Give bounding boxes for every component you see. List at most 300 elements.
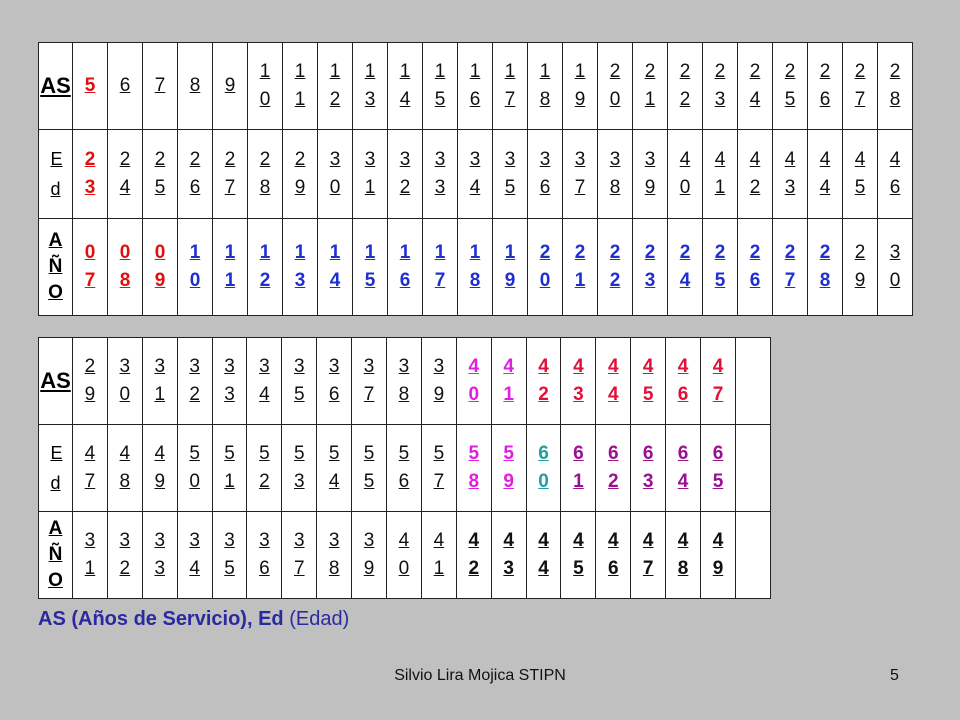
ed-digit: 6 xyxy=(573,443,584,464)
as-header: AS xyxy=(39,338,73,425)
ed-cell xyxy=(843,130,878,219)
ed-digit: 3 xyxy=(434,149,446,170)
as-digit: 2 xyxy=(749,61,761,82)
ed-digit: 3 xyxy=(784,177,796,198)
anio-cell xyxy=(563,219,598,316)
ed-cell xyxy=(561,425,596,512)
as-digit: 3 xyxy=(224,356,235,377)
as-cell xyxy=(212,338,247,425)
as-digit: 1 xyxy=(469,61,481,82)
ed-digit: 9 xyxy=(294,177,306,198)
footer-author: Silvio Lira Mojica STIPN xyxy=(394,667,566,684)
anio-digit: 1 xyxy=(84,558,96,579)
anio-cell xyxy=(108,219,143,316)
ed-digit: 4 xyxy=(714,149,726,170)
as-digit: 4 xyxy=(608,356,619,377)
ed-digit: 2 xyxy=(154,149,166,170)
ed-digit: 3 xyxy=(294,471,305,492)
ed-digit: 6 xyxy=(677,443,689,464)
ed-cell xyxy=(283,130,318,219)
as-digit: 3 xyxy=(224,384,235,405)
ed-digit: 8 xyxy=(259,177,271,198)
legend-ed-abbr: Ed xyxy=(258,608,284,630)
anio-digit: 0 xyxy=(84,242,96,263)
as-digit: 2 xyxy=(819,61,831,82)
ed-digit: 5 xyxy=(712,471,724,492)
anio-header xyxy=(39,219,73,316)
as-cell xyxy=(528,43,563,130)
ed-cell xyxy=(458,130,493,219)
anio-digit: 0 xyxy=(889,270,901,291)
as-digit: 3 xyxy=(398,356,410,377)
ed-digit: 3 xyxy=(434,177,446,198)
ed-cell xyxy=(563,130,598,219)
anio-cell xyxy=(633,219,668,316)
as-digit: 2 xyxy=(329,89,341,110)
legend-ed-text: (Edad) xyxy=(289,608,350,630)
as-cell xyxy=(596,338,631,425)
as-digit: 1 xyxy=(259,61,271,82)
anio-cell xyxy=(143,219,178,316)
ed-cell xyxy=(808,130,843,219)
anio-digit: 3 xyxy=(644,270,656,291)
anio-row xyxy=(39,219,913,316)
as-digit: 2 xyxy=(714,61,726,82)
ed-cell xyxy=(143,130,178,219)
ed-cell xyxy=(73,130,108,219)
as-digit: 1 xyxy=(364,61,376,82)
as-digit: 4 xyxy=(503,356,514,377)
anio-cell xyxy=(247,512,282,599)
anio-digit: 0 xyxy=(539,270,551,291)
ed-cell xyxy=(387,425,422,512)
anio-cell xyxy=(353,219,388,316)
anio-digit: 3 xyxy=(84,530,96,551)
years-table-2 xyxy=(38,337,771,599)
ed-digit: 2 xyxy=(84,149,96,170)
as-digit: 8 xyxy=(539,89,551,110)
anio-cell xyxy=(107,512,142,599)
anio-digit: 5 xyxy=(364,270,376,291)
as-digit: 9 xyxy=(84,384,96,405)
anio-digit: 1 xyxy=(504,242,516,263)
anio-cell xyxy=(212,512,247,599)
ed-digit: 6 xyxy=(608,443,619,464)
anio-digit: 9 xyxy=(504,270,516,291)
as-digit: 9 xyxy=(224,75,236,96)
as-digit: 4 xyxy=(399,89,411,110)
as-digit: 5 xyxy=(642,384,654,405)
ed-digit: 5 xyxy=(433,443,445,464)
anio-digit: 4 xyxy=(538,558,549,579)
anio-cell xyxy=(668,219,703,316)
ed-cell xyxy=(773,130,808,219)
as-digit: 2 xyxy=(84,356,96,377)
as-digit: 4 xyxy=(608,384,619,405)
ed-digit: 2 xyxy=(749,177,761,198)
ed-digit: 8 xyxy=(468,471,480,492)
anio-cell xyxy=(458,219,493,316)
ed-cell xyxy=(142,425,177,512)
anio-digit: 0 xyxy=(154,242,166,263)
anio-header-label: AÑO xyxy=(48,230,63,303)
ed-digit: 5 xyxy=(154,177,166,198)
anio-digit: 1 xyxy=(189,242,201,263)
ed-digit: 5 xyxy=(259,443,270,464)
anio-cell xyxy=(491,512,526,599)
anio-digit: 6 xyxy=(259,558,270,579)
ed-cell xyxy=(108,130,143,219)
ed-cell xyxy=(73,425,108,512)
ed-digit: 0 xyxy=(538,471,549,492)
ed-digit: 6 xyxy=(538,443,549,464)
anio-digit: 9 xyxy=(154,270,166,291)
anio-digit: 2 xyxy=(468,558,480,579)
anio-digit: 7 xyxy=(84,270,96,291)
anio-digit: 1 xyxy=(434,242,446,263)
ed-digit: 6 xyxy=(712,443,724,464)
as-cell xyxy=(213,43,248,130)
ed-cell xyxy=(248,130,283,219)
as-digit: 7 xyxy=(363,384,375,405)
ed-cell xyxy=(318,130,353,219)
anio-digit: 2 xyxy=(259,270,271,291)
anio-cell xyxy=(526,512,561,599)
anio-digit: 2 xyxy=(819,242,831,263)
as-cell xyxy=(878,43,913,130)
as-digit: 0 xyxy=(468,384,480,405)
anio-digit: 2 xyxy=(539,242,551,263)
anio-digit: 8 xyxy=(677,558,689,579)
anio-digit: 1 xyxy=(259,242,271,263)
anio-cell xyxy=(773,219,808,316)
as-cell xyxy=(491,338,526,425)
as-digit: 1 xyxy=(329,61,341,82)
as-cell xyxy=(493,43,528,130)
ed-cell xyxy=(213,130,248,219)
anio-cell xyxy=(703,219,738,316)
ed-cell xyxy=(668,130,703,219)
as-digit: 3 xyxy=(294,356,305,377)
ed-header-label: Ed xyxy=(50,443,63,493)
anio-digit: 4 xyxy=(642,530,654,551)
as-digit: 0 xyxy=(119,384,131,405)
ed-digit: 0 xyxy=(189,471,200,492)
as-digit: 2 xyxy=(189,384,200,405)
ed-digit: 5 xyxy=(503,443,514,464)
as-digit: 9 xyxy=(574,89,586,110)
anio-cell xyxy=(317,512,352,599)
ed-digit: 9 xyxy=(644,177,656,198)
as-cell xyxy=(143,43,178,130)
anio-digit: 6 xyxy=(608,558,619,579)
ed-cell xyxy=(493,130,528,219)
anio-cell xyxy=(318,219,353,316)
as-digit: 2 xyxy=(854,61,866,82)
anio-digit: 4 xyxy=(679,270,691,291)
ed-digit: 3 xyxy=(504,149,516,170)
anio-cell xyxy=(248,219,283,316)
ed-digit: 1 xyxy=(573,471,584,492)
ed-digit: 4 xyxy=(677,471,689,492)
ed-digit: 3 xyxy=(539,149,551,170)
as-cell xyxy=(142,338,177,425)
as-cell xyxy=(526,338,561,425)
as-digit: 4 xyxy=(538,356,549,377)
as-cell xyxy=(456,338,491,425)
as-digit: 7 xyxy=(504,89,516,110)
as-digit: 4 xyxy=(468,356,480,377)
as-digit: 3 xyxy=(259,356,270,377)
ed-digit: 2 xyxy=(608,471,619,492)
as-digit: 3 xyxy=(119,356,131,377)
ed-digit: 3 xyxy=(469,149,481,170)
ed-cell xyxy=(703,130,738,219)
as-digit: 2 xyxy=(679,61,691,82)
ed-cell xyxy=(247,425,282,512)
ed-digit: 4 xyxy=(328,471,340,492)
as-digit: 0 xyxy=(609,89,621,110)
ed-digit: 5 xyxy=(504,177,516,198)
anio-digit: 8 xyxy=(328,558,340,579)
as-cell xyxy=(563,43,598,130)
as-digit: 7 xyxy=(712,384,724,405)
ed-cell xyxy=(596,425,631,512)
as-digit: 2 xyxy=(679,89,691,110)
ed-cell xyxy=(701,425,736,512)
ed-digit: 2 xyxy=(294,149,306,170)
anio-digit: 1 xyxy=(574,270,586,291)
as-digit: 3 xyxy=(364,89,376,110)
anio-cell xyxy=(596,512,631,599)
as-digit: 2 xyxy=(538,384,549,405)
ed-digit: 5 xyxy=(398,443,410,464)
ed-digit: 6 xyxy=(189,177,201,198)
as-cell xyxy=(703,43,738,130)
anio-cell xyxy=(561,512,596,599)
anio-cell xyxy=(701,512,736,599)
ed-cell xyxy=(317,425,352,512)
as-digit: 5 xyxy=(784,89,796,110)
legend xyxy=(38,608,349,631)
as-row xyxy=(39,338,771,425)
ed-digit: 2 xyxy=(189,149,201,170)
as-digit: 2 xyxy=(784,61,796,82)
as-cell xyxy=(633,43,668,130)
anio-digit: 1 xyxy=(329,242,341,263)
anio-digit: 2 xyxy=(609,242,621,263)
as-cell xyxy=(423,43,458,130)
anio-digit: 4 xyxy=(433,530,445,551)
as-digit: 5 xyxy=(294,384,305,405)
anio-cell xyxy=(598,219,633,316)
anio-cell xyxy=(808,219,843,316)
anio-digit: 4 xyxy=(468,530,480,551)
anio-digit: 0 xyxy=(119,242,131,263)
ed-cell xyxy=(282,425,317,512)
anio-cell xyxy=(388,219,423,316)
anio-digit: 0 xyxy=(189,270,201,291)
anio-cell xyxy=(735,512,770,599)
ed-digit: 3 xyxy=(609,149,621,170)
ed-digit: 5 xyxy=(294,443,305,464)
ed-row xyxy=(39,130,913,219)
anio-digit: 0 xyxy=(398,558,410,579)
as-cell xyxy=(73,43,108,130)
anio-digit: 3 xyxy=(154,530,166,551)
ed-digit: 2 xyxy=(224,149,236,170)
as-digit: 2 xyxy=(889,61,901,82)
ed-digit: 5 xyxy=(363,443,375,464)
anio-digit: 7 xyxy=(294,558,305,579)
as-digit: 1 xyxy=(644,89,656,110)
as-digit: 3 xyxy=(573,384,584,405)
as-digit: 4 xyxy=(712,356,724,377)
ed-digit: 7 xyxy=(574,177,586,198)
ed-header xyxy=(39,130,73,219)
ed-digit: 3 xyxy=(644,149,656,170)
anio-cell xyxy=(843,219,878,316)
anio-cell xyxy=(352,512,387,599)
ed-digit: 9 xyxy=(503,471,514,492)
as-digit: 8 xyxy=(398,384,410,405)
ed-cell xyxy=(456,425,491,512)
legend-as-text: (Años de Servicio), xyxy=(71,608,253,630)
anio-digit: 3 xyxy=(119,530,131,551)
as-cell xyxy=(631,338,666,425)
as-digit: 1 xyxy=(504,61,516,82)
anio-digit: 5 xyxy=(714,270,726,291)
ed-digit: 4 xyxy=(154,443,166,464)
anio-digit: 4 xyxy=(712,530,724,551)
anio-digit: 1 xyxy=(433,558,445,579)
ed-digit: 5 xyxy=(363,471,375,492)
ed-digit: 3 xyxy=(84,177,96,198)
anio-digit: 1 xyxy=(224,270,236,291)
as-row xyxy=(39,43,913,130)
ed-cell xyxy=(423,130,458,219)
anio-header-label: AÑO xyxy=(48,518,63,591)
ed-cell xyxy=(738,130,773,219)
as-digit: 9 xyxy=(433,384,445,405)
anio-digit: 3 xyxy=(294,270,306,291)
ed-digit: 3 xyxy=(574,149,586,170)
anio-digit: 3 xyxy=(363,530,375,551)
as-digit: 4 xyxy=(642,356,654,377)
as-digit: 8 xyxy=(189,75,201,96)
as-cell xyxy=(843,43,878,130)
anio-cell xyxy=(493,219,528,316)
anio-digit: 3 xyxy=(259,530,270,551)
anio-digit: 2 xyxy=(714,242,726,263)
ed-digit: 4 xyxy=(119,177,131,198)
ed-digit: 2 xyxy=(119,149,131,170)
as-cell xyxy=(388,43,423,130)
as-digit: 4 xyxy=(749,89,761,110)
ed-digit: 7 xyxy=(84,471,96,492)
ed-digit: 4 xyxy=(819,149,831,170)
ed-cell xyxy=(526,425,561,512)
ed-digit: 4 xyxy=(784,149,796,170)
anio-digit: 4 xyxy=(538,530,549,551)
as-digit: 3 xyxy=(328,356,340,377)
ed-cell xyxy=(177,425,212,512)
as-digit: 1 xyxy=(539,61,551,82)
anio-digit: 8 xyxy=(469,270,481,291)
anio-digit: 4 xyxy=(189,558,200,579)
as-cell xyxy=(353,43,388,130)
ed-cell xyxy=(491,425,526,512)
ed-digit: 2 xyxy=(259,149,271,170)
anio-digit: 4 xyxy=(608,530,619,551)
anio-cell xyxy=(738,219,773,316)
anio-digit: 3 xyxy=(224,530,235,551)
ed-cell xyxy=(212,425,247,512)
anio-cell xyxy=(282,512,317,599)
ed-cell xyxy=(528,130,563,219)
ed-header-label: Ed xyxy=(50,149,63,199)
as-digit: 8 xyxy=(889,89,901,110)
anio-digit: 2 xyxy=(784,242,796,263)
ed-cell xyxy=(178,130,213,219)
as-digit: 1 xyxy=(503,384,514,405)
as-cell xyxy=(735,338,770,425)
anio-cell xyxy=(142,512,177,599)
as-cell xyxy=(387,338,422,425)
anio-digit: 1 xyxy=(399,242,411,263)
as-digit: 3 xyxy=(189,356,200,377)
anio-digit: 2 xyxy=(574,242,586,263)
anio-digit: 2 xyxy=(609,270,621,291)
ed-digit: 5 xyxy=(328,443,340,464)
anio-digit: 1 xyxy=(294,242,306,263)
as-cell xyxy=(248,43,283,130)
anio-digit: 1 xyxy=(224,242,236,263)
ed-cell xyxy=(878,130,913,219)
anio-digit: 1 xyxy=(469,242,481,263)
as-cell xyxy=(247,338,282,425)
as-digit: 6 xyxy=(328,384,340,405)
anio-digit: 3 xyxy=(189,530,200,551)
anio-digit: 4 xyxy=(503,530,514,551)
as-digit: 4 xyxy=(573,356,584,377)
anio-digit: 3 xyxy=(294,530,305,551)
anio-cell xyxy=(456,512,491,599)
anio-digit: 3 xyxy=(503,558,514,579)
ed-cell xyxy=(633,130,668,219)
ed-digit: 5 xyxy=(854,177,866,198)
anio-cell xyxy=(423,219,458,316)
ed-digit: 7 xyxy=(433,471,445,492)
as-cell xyxy=(598,43,633,130)
as-cell xyxy=(108,43,143,130)
ed-digit: 3 xyxy=(642,471,654,492)
ed-digit: 6 xyxy=(539,177,551,198)
anio-digit: 1 xyxy=(364,242,376,263)
as-cell xyxy=(668,43,703,130)
anio-digit: 9 xyxy=(712,558,724,579)
as-digit: 6 xyxy=(119,75,131,96)
ed-cell xyxy=(388,130,423,219)
anio-cell xyxy=(878,219,913,316)
as-digit: 1 xyxy=(574,61,586,82)
ed-cell xyxy=(735,425,770,512)
ed-digit: 2 xyxy=(259,471,270,492)
ed-cell xyxy=(421,425,456,512)
anio-digit: 2 xyxy=(854,242,866,263)
as-digit: 1 xyxy=(399,61,411,82)
as-digit: 5 xyxy=(84,75,96,96)
